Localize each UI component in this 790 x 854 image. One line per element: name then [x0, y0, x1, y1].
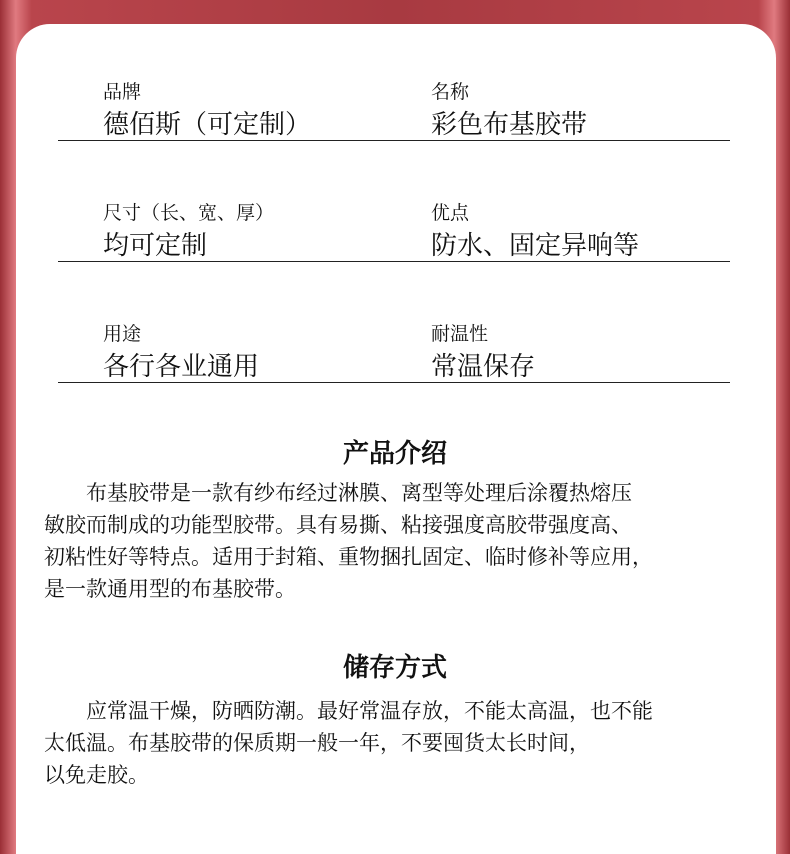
spec-label: 用途: [103, 323, 142, 345]
spec-row-2: [58, 201, 730, 262]
intro-title: 产品介绍: [342, 439, 447, 469]
intro-paragraph: [44, 477, 759, 605]
spec-usage: [103, 322, 259, 384]
spec-value: 均可定制: [103, 231, 208, 261]
storage-line: 以免走胶。: [44, 763, 149, 787]
spec-label: 优点: [431, 202, 470, 224]
intro-line: 敏胶而制成的功能型胶带。具有易撕、粘接强度高胶带强度高、: [44, 513, 632, 537]
spec-value: 各行各业通用: [103, 352, 260, 382]
spec-label: 尺寸（长、宽、厚）: [103, 202, 275, 224]
storage-line: 应常温干燥，防晒防潮。最好常温存放，不能太高温，也不能: [44, 699, 653, 723]
spec-label: 名称: [431, 81, 470, 103]
intro-line: 初粘性好等特点。适用于封箱、重物捆扎固定、临时修补等应用，: [44, 545, 653, 569]
spec-advantage: [431, 201, 639, 263]
spec-value: 彩色布基胶带: [431, 110, 588, 140]
intro-line: 是一款通用型的布基胶带。: [44, 577, 296, 601]
spec-label: 品牌: [103, 81, 142, 103]
storage-title: 储存方式: [342, 653, 447, 683]
spec-value: 德佰斯（可定制）: [103, 110, 312, 140]
spec-value: 防水、固定异响等: [431, 231, 640, 261]
storage-paragraph: [44, 695, 759, 791]
spec-brand: [103, 80, 311, 142]
spec-name: [431, 80, 587, 142]
spec-value: 常温保存: [431, 352, 536, 382]
spec-label: 耐温性: [431, 323, 489, 345]
spec-row-3: [58, 322, 730, 383]
spec-temperature: [431, 322, 535, 384]
spec-size: [103, 201, 274, 263]
intro-line: 布基胶带是一款有纱布经过淋膜、离型等处理后涂覆热熔压: [44, 481, 632, 505]
spec-row-1: [58, 80, 730, 141]
storage-line: 太低温。布基胶带的保质期一般一年，不要囤货太长时间，: [44, 731, 590, 755]
